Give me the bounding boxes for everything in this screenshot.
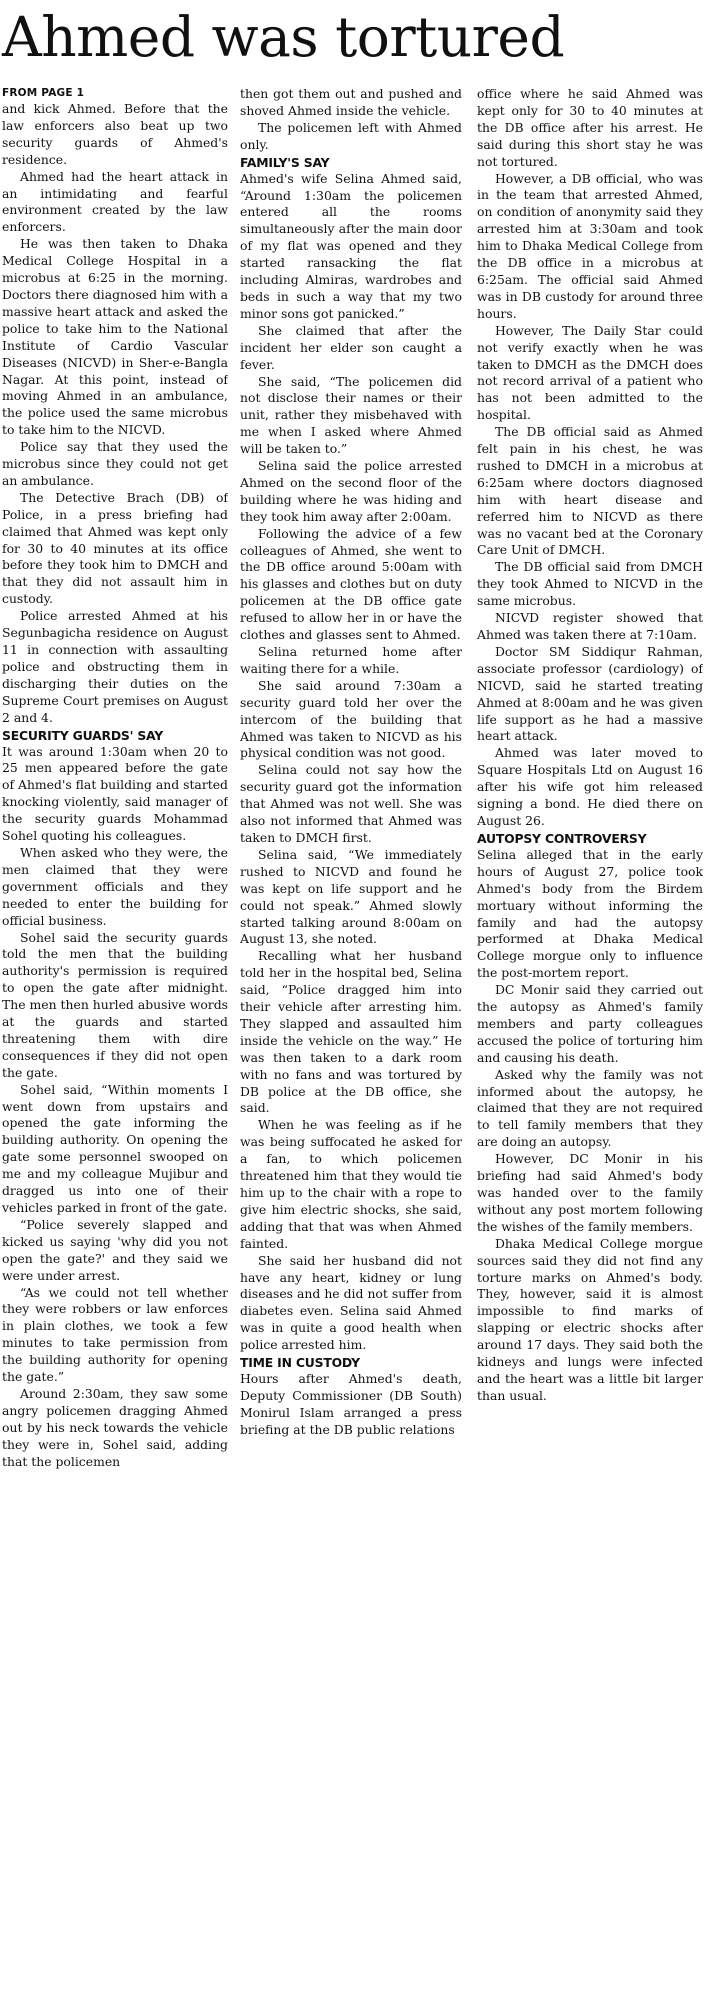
continuation-kicker: FROM PAGE 1 <box>2 87 85 99</box>
paragraph: However, DC Monir in his briefing had said Ahmed's body was handed over to the family without any post mortem following the wishes of the family members. <box>477 1151 703 1234</box>
paragraph: Recalling what her husband told her in the hospital bed, Selina said, “Police dragged him into their vehicle after arresting him. They slapped and assaulted him inside the vehicle on the way.” He was then taken to a dark room with no fans and was tortured by DB police at the DB office, she said. <box>240 948 462 1116</box>
paragraph: Ahmed's wife Selina Ahmed said, “Around 1:30am the policemen entered all the rooms simultaneously after the main door of my flat was opened and they started ransacking the flat including Almiras, wardrobes and beds in such a way that my two minor sons got panicked.” <box>240 170 462 321</box>
paragraph: Ahmed had the heart attack in an intimidating and fearful environment created by the law enforcers. <box>2 168 228 235</box>
paragraph: DC Monir said they carried out the autopsy as Ahmed's family members and party colleagues accused the police of torturing him and causing his death. <box>477 982 703 1065</box>
subhead-time-in-custody: TIME IN CUSTODY <box>240 1355 360 1371</box>
paragraph: It was around 1:30am when 20 to 25 men appeared before the gate of Ahmed's flat building and started knocking violently, said manager of the security guards Mohammad Sohel quoting his colleagues. <box>2 743 228 844</box>
paragraph: She claimed that after the incident her elder son caught a fever. <box>240 322 462 372</box>
paragraph: The DB official said from DMCH they took Ahmed to NICVD in the same microbus. <box>477 559 703 609</box>
paragraph: When he was feeling as if he was being suffocated he asked for a fan, to which policemen threatened him that they would tie him up to the chair with a rope to give him electric shocks, she said, adding that that was when Ahmed fainted. <box>240 1117 462 1251</box>
paragraph: The policemen left with Ahmed only. <box>240 119 462 152</box>
paragraph: Following the advice of a few colleagues of Ahmed, she went to the DB office around 5:00am with his glasses and clothes but on duty policemen at the DB office gate refused to allow her in or have the clothes and glasses sent to Ahmed. <box>240 525 462 643</box>
paragraph: Selina could not say how the security guard got the information that Ahmed was not well. She was also not informed that Ahmed was taken to DMCH first. <box>240 762 462 845</box>
paragraph: Selina alleged that in the early hours of August 27, police took Ahmed's body from the Birdem mortuary without informing the family and had the autopsy performed at Dhaka Medical College morgue only to influence the post-mortem report. <box>477 846 703 981</box>
paragraph: “As we could not tell whether they were robbers or law enforces in plain clothes, we took a few minutes to take permission from the building authority for opening the gate.” <box>2 1284 228 1385</box>
subhead-familys-say: FAMILY'S SAY <box>240 154 330 170</box>
paragraph: However, a DB official, who was in the team that arrested Ahmed, on condition of anonymity said they arrested him at 3:30am and took him to Dhaka Medical College from the DB office in a microbus at 6:25am. The official said Ahmed was in DB custody for around three hours. <box>477 170 703 321</box>
paragraph: She said around 7:30am a security guard told her over the intercom of the building that Ahmed was taken to NICVD as his physical condition was not good. <box>240 677 462 761</box>
article-headline: Ahmed was tortured <box>2 5 565 69</box>
subhead-security-guards: SECURITY GUARDS' SAY <box>2 727 164 743</box>
paragraph: “Police severely slapped and kicked us saying 'why did you not open the gate?' and they said we were under arrest. <box>2 1216 228 1283</box>
paragraph: Police arrested Ahmed at his Segunbagicha residence on August 11 in connection with assaulting police and obstructing them in discharging their duties on the Supreme Court premises on August 2 and 4. <box>2 608 228 725</box>
article-column-3 <box>477 86 703 2011</box>
paragraph: then got them out and pushed and shoved Ahmed inside the vehicle. <box>240 86 462 118</box>
paragraph: Sohel said, “Within moments I went down from upstairs and opened the gate informing the building authority. On opening the gate some personnel swooped on me and my colleague Mujibur and dragged us into one of their vehicles parked in front of the gate. <box>2 1081 228 1215</box>
paragraph: The DB official said as Ahmed felt pain in his chest, he was rushed to DMCH in a microbus at 6:25am where doctors diagnosed him with heart disease and referred him to NICVD as there was no vacant bed at the Coronary Care Unit of DMCH. <box>477 424 703 558</box>
paragraph: Around 2:30am, they saw some angry policemen dragging Ahmed out by his neck towards the vehicle they were in, Sohel said, adding that the policemen <box>2 1385 228 1469</box>
paragraph: Selina returned home after waiting there for a while. <box>240 644 462 676</box>
paragraph: Selina said, “We immediately rushed to NICVD and found he was kept on life support and he could not speak.” Ahmed slowly started talking around 8:00am on August 13, she noted. <box>240 846 462 947</box>
paragraph: When asked who they were, the men claimed that they were government officials and they needed to enter the building for official business. <box>2 844 228 928</box>
paragraph: and kick Ahmed. Before that the law enforcers also beat up two security guards of Ahmed's residence. <box>2 101 228 167</box>
article-column-2 <box>240 86 462 2011</box>
paragraph: She said, “The policemen did not disclose their names or their unit, rather they misbehaved with me when I asked where Ahmed will be taken to.” <box>240 373 462 457</box>
paragraph: Ahmed was later moved to Square Hospitals Ltd on August 16 after his wife got him released signing a bond. He died there on August 26. <box>477 745 703 828</box>
subhead-autopsy-controversy: AUTOPSY CONTROVERSY <box>477 830 647 846</box>
paragraph: Doctor SM Siddiqur Rahman, associate professor (cardiology) of NICVD, said he started treating Ahmed at 8:00am and he was given life support as he had a massive heart attack. <box>477 643 703 744</box>
paragraph: However, The Daily Star could not verify exactly when he was taken to DMCH as the DMCH does not record arrival of a patient who has not been admitted to the hospital. <box>477 322 703 423</box>
paragraph: Dhaka Medical College morgue sources said they did not find any torture marks on Ahmed's body. They, however, said it is almost impossible to find marks of slapping or electric shocks after around 17 days. They said both the kidneys and lungs were infected and the heart was a little bit larger than usual. <box>477 1235 703 1403</box>
paragraph: Hours after Ahmed's death, Deputy Commissioner (DB South) Monirul Islam arranged a press briefing at the DB public relations <box>240 1371 462 1437</box>
paragraph: The Detective Brach (DB) of Police, in a press briefing had claimed that Ahmed was kept only for 30 to 40 minutes at its office before they took him to DMCH and that they did not assault him in custody. <box>2 489 228 607</box>
paragraph: NICVD register showed that Ahmed was taken there at 7:10am. <box>477 610 703 642</box>
paragraph: Sohel said the security guards told the men that the building authority's permission is required to open the gate after midnight. The men then hurled abusive words at the guards and started threatening them with dire consequences if they did not open the gate. <box>2 929 228 1080</box>
article-column-1 <box>2 86 228 2011</box>
paragraph: Police say that they used the microbus since they could not get an ambulance. <box>2 439 228 488</box>
paragraph: Selina said the police arrested Ahmed on the second floor of the building where he was hiding and they took him away after 2:00am. <box>240 458 462 524</box>
paragraph: office where he said Ahmed was kept only for 30 to 40 minutes at the DB office after his arrest. He said during this short stay he was not tortured. <box>477 86 703 169</box>
paragraph: She said her husband did not have any heart, kidney or lung diseases and he did not suffer from diabetes even. Selina said Ahmed was in quite a good health when police arrested him. <box>240 1252 462 1353</box>
paragraph: Asked why the family was not informed about the autopsy, he claimed that they are not required to tell family members that they are doing an autopsy. <box>477 1066 703 1150</box>
paragraph: He was then taken to Dhaka Medical College Hospital in a microbus at 6:25 in the morning. Doctors there diagnosed him with a massive heart attack and asked the police to take him to the National Institute of Cardio Vascular Diseases (NICVD) in Sher-e-Bangla Nagar. At this point, instead of moving Ahmed in an ambulance, the police used the same microbus to take him to the NICVD. <box>2 236 228 438</box>
